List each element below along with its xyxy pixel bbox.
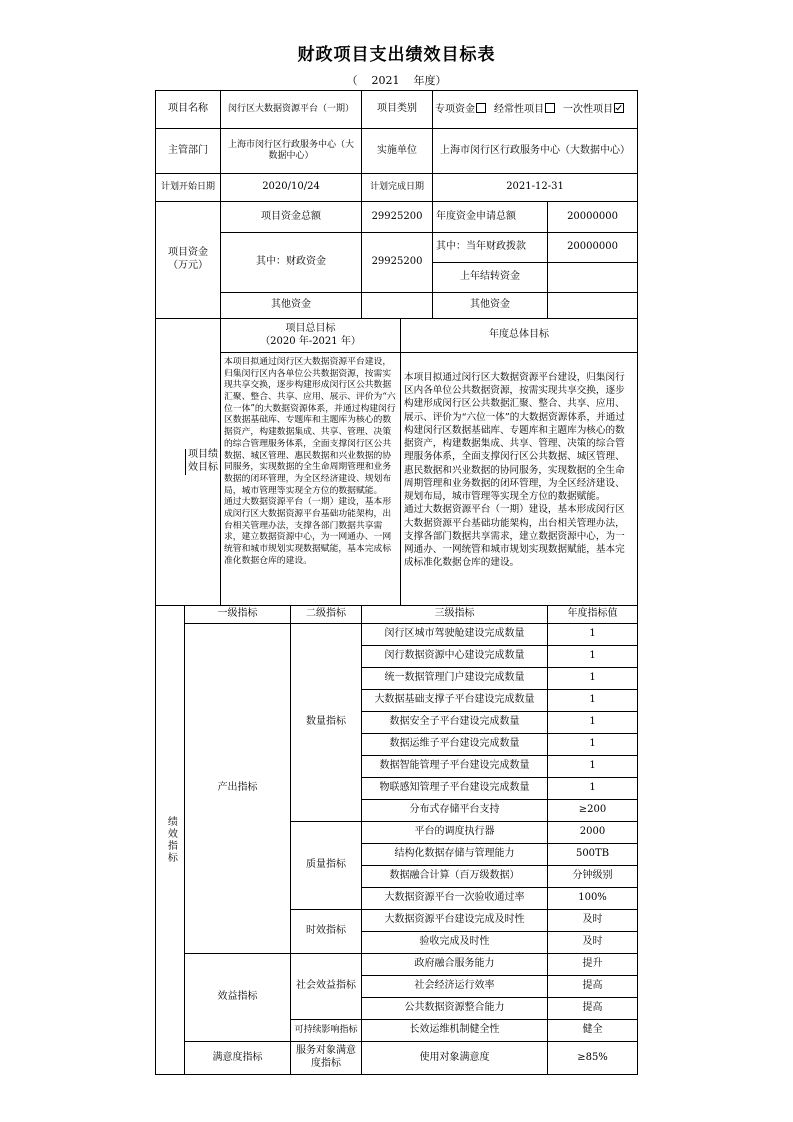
funds-carry-value bbox=[548, 263, 638, 293]
overall-goal-title: 项目总目标 bbox=[285, 322, 336, 334]
annual-goal-text bbox=[401, 353, 638, 606]
indicator-row-value: 100% bbox=[548, 888, 638, 910]
dept-label: 主管部门 bbox=[156, 129, 221, 174]
indicator-row-value: 1 bbox=[548, 690, 638, 712]
indicator-row-name: 闵行数据资源中心建设完成数量 bbox=[362, 646, 548, 668]
benefit-label: 效益指标 bbox=[185, 954, 291, 1042]
indicator-row-value: 提升 bbox=[548, 954, 638, 976]
indicator-h3: 三级指标 bbox=[362, 606, 548, 624]
option-onetime-label: 一次性项目 bbox=[563, 103, 614, 115]
funds-label: 项目资金（万元） bbox=[156, 202, 221, 319]
indicator-row-name: 政府融合服务能力 bbox=[362, 954, 548, 976]
indicator-row-value: 1 bbox=[548, 646, 638, 668]
impl-label: 实施单位 bbox=[362, 129, 433, 174]
satisfaction-label: 满意度指标 bbox=[185, 1042, 291, 1075]
indicator-row-name: 使用对象满意度 bbox=[362, 1042, 548, 1075]
quantity-label: 数量指标 bbox=[291, 624, 362, 822]
funds-total-label: 项目资金总额 bbox=[221, 202, 362, 233]
indicator-row-name: 公共数据资源整合能力 bbox=[362, 998, 548, 1020]
annual-goal-p1: 本项目拟通过闵行区大数据资源平台建设，归集闵行区内各单位公共数据资源，按需实现共享交换，逐步构建形成闵行区公共数据汇聚、整合、共享、应用、展示、评价为“六位一体”的大数据资源体系，并通过构建闵行区数据基础库、专题库和主题库为核心的数据资产，构建数据集成、共享、管理、决策的综合管理服务体系，全面支撑闵行区公共数据、城区管理、惠民数据和兴业数据的协同服务，实现数据的全生命周期管理和业务数据的闭环管理，为全区经济建设、规划布局，城市管理等实现全方位的数据赋能。 bbox=[404, 372, 625, 503]
indicator-row-value: 提高 bbox=[548, 998, 638, 1020]
funds-other-label-left: 其他资金 bbox=[221, 293, 362, 319]
project-type-options bbox=[433, 91, 638, 129]
indicator-row-name: 分布式存储平台支持 bbox=[362, 800, 548, 822]
checkbox-onetime-checked-icon bbox=[614, 103, 624, 113]
funds-total: 29925200 bbox=[362, 202, 433, 233]
indicator-row-value: 2000 bbox=[548, 822, 638, 844]
end-date-label: 计划完成日期 bbox=[362, 174, 433, 202]
indicator-row-name: 物联感知管理子平台建设完成数量 bbox=[362, 778, 548, 800]
indicator-row-name: 闵行区城市驾驶舱建设完成数量 bbox=[362, 624, 548, 646]
overall-goal-p2: 通过大数据资源平台（一期）建设，基本形成闵行区大数据资源平台基础功能架构，出台相关管理办法，支撑各部门数据共享需求，建立数据资源中心，为一网通办、一网统管和城市规划实现数据赋能，基本完成标准化数据仓库的建设。 bbox=[224, 497, 392, 566]
project-name-label: 项目名称 bbox=[156, 91, 221, 129]
start-date-label: 计划开始日期 bbox=[156, 174, 221, 202]
indicator-row-value: 500TB bbox=[548, 844, 638, 866]
checkbox-recurring-icon bbox=[545, 103, 555, 113]
funds-annual: 20000000 bbox=[548, 202, 638, 233]
indicator-row-name: 大数据资源平台一次验收通过率 bbox=[362, 888, 548, 910]
overall-goal-period: （2020 年-2021 年） bbox=[260, 335, 361, 347]
dept-value: 上海市闵行区行政服务中心（大数据中心） bbox=[221, 129, 362, 174]
indicator-row-name: 平台的调度执行器 bbox=[362, 822, 548, 844]
indicator-row-name: 社会经济运行效率 bbox=[362, 976, 548, 998]
end-date: 2021-12-31 bbox=[433, 174, 638, 202]
year-line bbox=[0, 72, 793, 88]
year-unit: 年度） bbox=[413, 74, 447, 87]
goals-label-text: 项目绩效目标 bbox=[188, 449, 218, 473]
indicator-row-name: 结构化数据存储与管理能力 bbox=[362, 844, 548, 866]
overall-goal-text bbox=[221, 353, 401, 606]
funds-other-label-right: 其他资金 bbox=[433, 293, 548, 319]
funds-annual-label: 年度资金申请总额 bbox=[433, 202, 548, 233]
option-special-label: 专项资金 bbox=[435, 103, 476, 115]
indicator-row-value: 及时 bbox=[548, 932, 638, 954]
performance-target-table bbox=[155, 90, 638, 1075]
timeliness-label: 时效指标 bbox=[291, 910, 362, 954]
indicator-row-name: 验收完成及时性 bbox=[362, 932, 548, 954]
project-name: 闵行区大数据资源平台（一期） bbox=[221, 91, 362, 129]
indicators-label bbox=[156, 606, 185, 1075]
year-open: （ bbox=[346, 74, 358, 87]
indicator-h1: 一级指标 bbox=[185, 606, 291, 624]
service-satisfaction-label: 服务对象满意度指标 bbox=[291, 1042, 362, 1075]
funds-current-label: 其中：当年财政拨款 bbox=[433, 233, 548, 263]
page-title: 财政项目支出绩效目标表 bbox=[297, 45, 496, 65]
overall-goal-header bbox=[221, 319, 401, 353]
indicator-row-value: ≥85% bbox=[548, 1042, 638, 1075]
impl-value: 上海市闵行区行政服务中心（大数据中心） bbox=[433, 129, 638, 174]
indicator-row-value: 及时 bbox=[548, 910, 638, 932]
option-recurring-label: 经常性项目 bbox=[494, 103, 545, 115]
indicator-h4: 年度指标值 bbox=[548, 606, 638, 624]
indicator-row-value: 提高 bbox=[548, 976, 638, 998]
funds-carry-label: 上年结转资金 bbox=[433, 263, 548, 293]
year-value: 2021 bbox=[371, 74, 400, 87]
indicator-row-value: 1 bbox=[548, 624, 638, 646]
indicator-row-name: 数据智能管理子平台建设完成数量 bbox=[362, 756, 548, 778]
goals-label bbox=[156, 319, 221, 606]
indicator-row-value: ≥200 bbox=[548, 800, 638, 822]
funds-current: 20000000 bbox=[548, 233, 638, 263]
funds-fiscal-label: 其中：财政资金 bbox=[221, 233, 362, 293]
indicator-row-value: 1 bbox=[548, 778, 638, 800]
funds-fiscal: 29925200 bbox=[362, 233, 433, 293]
indicator-row-value: 分钟级别 bbox=[548, 866, 638, 888]
project-type-label: 项目类别 bbox=[362, 91, 433, 129]
indicators-label-text: 绩效指标 bbox=[165, 816, 177, 864]
indicator-row-value: 1 bbox=[548, 756, 638, 778]
annual-goal-title: 年度总体目标 bbox=[401, 319, 638, 353]
indicator-row-value: 1 bbox=[548, 668, 638, 690]
funds-other-right-value bbox=[548, 293, 638, 319]
social-benefit-label: 社会效益指标 bbox=[291, 954, 362, 1020]
start-date: 2020/10/24 bbox=[221, 174, 362, 202]
indicator-row-value: 1 bbox=[548, 712, 638, 734]
indicator-row-name: 数据融合计算（百万级数据） bbox=[362, 866, 548, 888]
indicator-row-name: 数据运维子平台建设完成数量 bbox=[362, 734, 548, 756]
indicator-row-name: 大数据资源平台建设完成及时性 bbox=[362, 910, 548, 932]
output-label: 产出指标 bbox=[185, 624, 291, 954]
quality-label: 质量指标 bbox=[291, 822, 362, 910]
annual-goal-p2: 通过大数据资源平台（一期）建设，基本形成闵行区大数据资源平台基础功能架构，出台相关管理办法，支撑各部门数据共享需求，建立数据资源中心，为一网通办、一网统管和城市规划实现数据赋能，基本完成标准化数据仓库的建设。 bbox=[404, 504, 625, 569]
indicator-row-name: 长效运维机制健全性 bbox=[362, 1020, 548, 1042]
indicator-row-value: 健全 bbox=[548, 1020, 638, 1042]
indicator-h2: 二级指标 bbox=[291, 606, 362, 624]
overall-goal-p1: 本项目拟通过闵行区大数据资源平台建设，归集闵行区内各单位公共数据资源，按需实现共享交换，逐步构建形成闵行区公共数据汇聚、整合、共享、应用、展示、评价为“六位一体”的大数据资源体系，并通过构建闵行区数据基础库、专题库和主题库为核心的数据资产，构建数据集成、共享、管理、决策的综合管理服务体系，全面支撑闵行区公共数据、城区管理、惠民数据和兴业数据的协同服务，实现数据的全生命周期管理和业务数据的闭环管理，为全区经济建设、规划布局，城市管理等实现全方位的数据赋能。 bbox=[224, 357, 396, 496]
checkbox-special-icon bbox=[476, 103, 486, 113]
indicator-row-name: 大数据基础支撑子平台建设完成数量 bbox=[362, 690, 548, 712]
funds-other-left-value bbox=[362, 293, 433, 319]
indicator-row-name: 数据安全子平台建设完成数量 bbox=[362, 712, 548, 734]
sustain-label: 可持续影响指标 bbox=[291, 1020, 362, 1042]
indicator-row-value: 1 bbox=[548, 734, 638, 756]
indicator-row-name: 统一数据管理门户建设完成数量 bbox=[362, 668, 548, 690]
